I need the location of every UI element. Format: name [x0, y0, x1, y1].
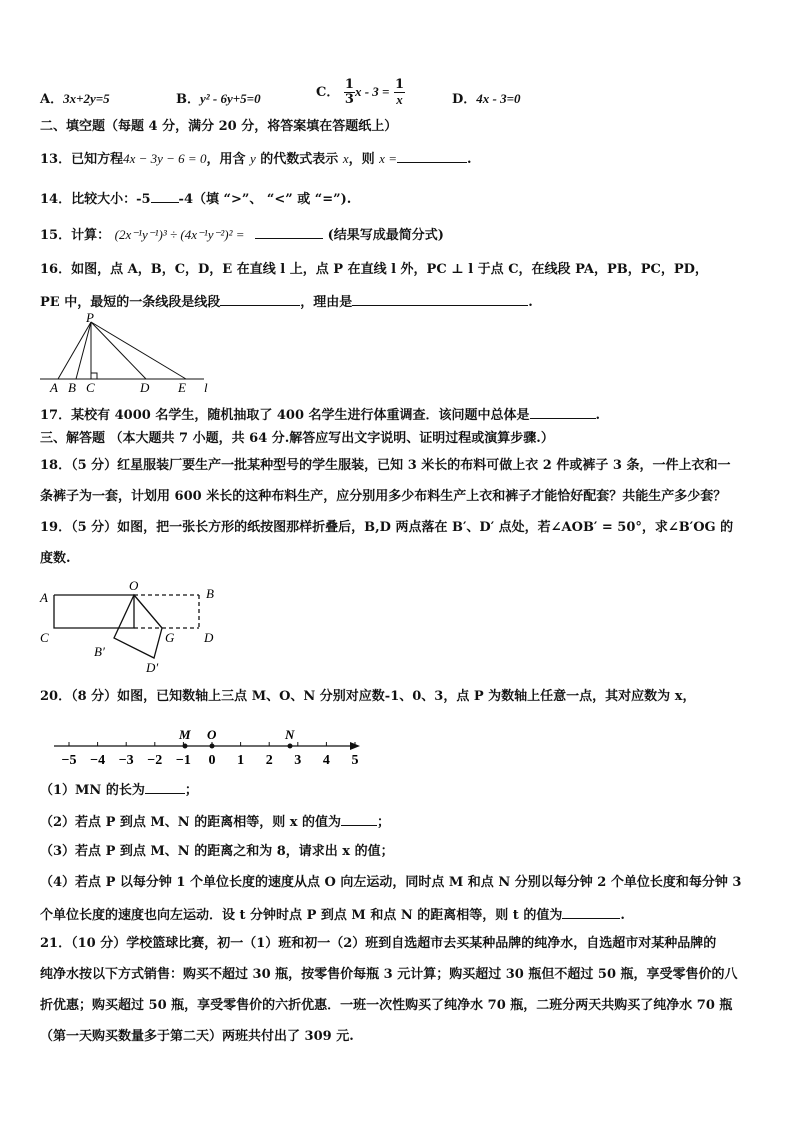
frac1-num: 1 — [344, 77, 354, 92]
question-21-line2: 纯净水按以下方式销售：购买不超过 30 瓶，按零售价每瓶 3 元计算；购买超过 30 瓶但不超过 50 瓶，享受零售价的八 — [40, 967, 738, 982]
option-c-mid: x - 3 = — [354, 84, 390, 99]
figure-19-diagram — [34, 578, 224, 678]
segment-pb — [76, 322, 91, 379]
question-20-sub4-line2 — [40, 904, 625, 925]
question-20-sub2 — [40, 811, 390, 832]
question-21-line1: 21．（10 分）学校篮球比赛，初一（1）班和初一（2）班到自选超市去买某种品牌的纯净水，自选超市对某种品牌的 — [40, 936, 717, 951]
question-18-line2: 条裤子为一套，计划用 600 米长的这种布料生产，应分别用多少布料生产上衣和裤子才能恰好配套？共能生产多少套？ — [40, 489, 727, 504]
q13-answer-blank[interactable] — [397, 148, 467, 163]
q15-answer-blank[interactable] — [255, 224, 323, 239]
q20-sub4-text: 个单位长度的速度也向左运动．设 t 分钟时点 P 到点 M 和点 N 的距离相等，则 t 的值为 — [40, 908, 563, 923]
q15-pre: 15．计算： — [40, 228, 111, 243]
number-line — [48, 722, 368, 768]
question-21-line3: 折优惠；购买超过 50 瓶，享受零售价的六折优惠．一班一次性购买了纯净水 70 瓶，二班分两天共购买了纯净水 70 瓶 — [40, 998, 733, 1013]
question-18-line1: 18．（5 分）红星服装厂要生产一批某种型号的学生服装，已知 3 米长的布料可做上衣 2 件或裤子 3 条，一件上衣和一 — [40, 458, 731, 473]
q13-mid2: 的代数式表示 — [255, 152, 339, 167]
q13-mid3: ，则 — [348, 152, 375, 167]
question-16-line1: 16．如图，点 A，B，C，D，E 在直线 l 上，点 P 在直线 l 外，PC ⊥ l 于点 C，在线段 PA，PB，PC，PD， — [40, 262, 708, 277]
label-g: G — [165, 630, 175, 645]
section-fill-blank-heading: 二、填空题（每题 4 分，满分 20 分，将答案填在答题纸上） — [40, 119, 398, 134]
label-n: N — [285, 727, 295, 742]
question-20-sub4-line1: （4）若点 P 以每分钟 1 个单位长度的速度从点 O 向左运动，同时点 M 和点 N 分别以每分钟 2 个单位长度和每分钟 3 — [40, 875, 742, 890]
rect-left-part — [54, 595, 134, 628]
question-17 — [40, 404, 600, 425]
q13-y: y — [250, 151, 256, 166]
tick-label: 1 — [237, 753, 245, 768]
segment-pe — [91, 322, 186, 379]
option-a-label: A． — [40, 92, 64, 107]
label-e: E — [178, 380, 186, 395]
option-d — [452, 88, 521, 107]
q17-answer-blank[interactable] — [530, 404, 596, 419]
label-a: A — [40, 590, 48, 605]
question-15 — [40, 224, 444, 245]
figure-16-diagram — [36, 312, 216, 398]
q13-x: x — [342, 151, 349, 166]
fold-line-og — [134, 595, 162, 628]
q17-pre: 17．某校有 4000 名学生，随机抽取了 400 名学生进行体重调查．该问题中总体是 — [40, 408, 530, 423]
label-b-prime: B′ — [94, 644, 105, 659]
option-c-frac2 — [394, 78, 405, 107]
tick-label: 4 — [322, 753, 330, 768]
frac1-den: 3 — [344, 92, 354, 107]
option-d-label: D． — [452, 92, 477, 107]
option-c-frac1 — [344, 78, 355, 107]
label-d: D — [140, 380, 150, 395]
option-a — [40, 88, 110, 107]
tick-label: −5 — [61, 753, 77, 768]
q13-pre: 13．已知方程 — [40, 152, 124, 167]
label-d: D — [204, 630, 214, 645]
question-14 — [40, 188, 351, 209]
question-21-line4: （第一天购买数量多于第二天）两班共付出了 309 元. — [40, 1029, 354, 1044]
q17-end: . — [595, 408, 601, 423]
question-19-line2: 度数. — [40, 551, 71, 566]
q13-end: . — [466, 152, 472, 167]
tick-label: 0 — [208, 753, 216, 768]
tick-label: −4 — [90, 753, 106, 768]
question-19-line1: 19．（5 分）如图，把一张长方形的纸按图那样折叠后，B,D 两点落在 B′、D′ 点处，若∠AOB′ = 50°，求∠B′OG 的 — [40, 520, 734, 535]
frac2-den: x — [396, 92, 403, 107]
q20-sub2-text: （2）若点 P 到点 M、N 的距离相等，则 x 的值为 — [40, 815, 341, 830]
label-o: O — [207, 727, 217, 742]
option-b — [176, 88, 261, 107]
tick-label: 5 — [351, 753, 359, 768]
label-d-prime: D′ — [146, 660, 159, 675]
option-b-label: B． — [176, 92, 200, 107]
q13-xeq: x = — [379, 151, 397, 166]
option-b-expr: y² - 6y+5=0 — [200, 91, 261, 106]
tick-label: 3 — [294, 753, 302, 768]
q14-pre: 14．比较大小：-5 — [40, 192, 151, 207]
section-answer-heading: 三、解答题 （本大题共 7 小题，共 64 分.解答应写出文字说明、证明过程或演算步骤.） — [40, 431, 554, 446]
q20-sub4-end: . — [620, 908, 625, 923]
q14-answer-blank[interactable] — [151, 188, 179, 203]
q15-expression: (2x⁻¹y⁻¹)³ ÷ (4x⁻¹y⁻²)² = — [114, 227, 245, 242]
option-d-expr: 4x - 3=0 — [476, 91, 521, 106]
q20-sub2-end: ； — [377, 815, 391, 830]
frac2-num: 1 — [394, 77, 405, 92]
option-a-expr: 3x+2y=5 — [63, 91, 110, 106]
q16-line2-pre: PE 中，最短的一条线段是线段 — [40, 295, 221, 310]
q20-sub2-blank[interactable] — [341, 811, 377, 826]
question-20-sub1 — [40, 779, 198, 800]
q20-sub4-blank[interactable] — [562, 904, 620, 919]
q16-line2-mid: ，理由是 — [300, 295, 353, 310]
q16-line2-end: . — [528, 295, 533, 310]
label-c: C — [86, 380, 95, 395]
label-o: O — [129, 578, 139, 593]
option-c — [316, 78, 405, 107]
folded-flap — [114, 595, 162, 658]
segment-pa — [58, 322, 91, 379]
label-m: M — [179, 727, 191, 742]
label-b: B — [206, 586, 214, 601]
question-13 — [40, 148, 472, 169]
question-20-line1: 20．（8 分）如图，已知数轴上三点 M、O、N 分别对应数-1、0、3，点 P 为数轴上任意一点，其对应数为 x， — [40, 689, 696, 704]
q16-answer-blank-1[interactable] — [220, 291, 300, 306]
q15-end: (结果写成最简分式) — [327, 228, 444, 243]
right-angle-mark — [91, 373, 97, 379]
q20-sub1-blank[interactable] — [145, 779, 185, 794]
tick-label: −3 — [118, 753, 134, 768]
q16-answer-blank-2[interactable] — [352, 291, 528, 306]
tick-label: −1 — [175, 753, 191, 768]
point-n — [288, 744, 293, 749]
q20-sub1-text: （1）MN 的长为 — [40, 783, 145, 798]
point-o — [210, 744, 215, 749]
label-b: B — [68, 380, 76, 395]
label-l: l — [204, 380, 208, 395]
q14-mid: -4（填 “>”、 “<” 或 “=”). — [178, 192, 352, 207]
question-20-sub3: （3）若点 P 到点 M、N 的距离之和为 8，请求出 x 的值； — [40, 844, 394, 859]
q20-sub1-end: ； — [184, 783, 198, 798]
q13-mid: ，用含 — [206, 152, 246, 167]
label-p: P — [86, 312, 94, 325]
label-c: C — [40, 630, 49, 645]
tick-label: −2 — [147, 753, 163, 768]
option-c-label: C． — [316, 85, 340, 100]
question-16-line2 — [40, 291, 533, 312]
tick-label: 2 — [265, 753, 273, 768]
label-a: A — [50, 380, 58, 395]
q13-equation: 4x − 3y − 6 = 0 — [123, 151, 207, 166]
point-m — [183, 744, 188, 749]
